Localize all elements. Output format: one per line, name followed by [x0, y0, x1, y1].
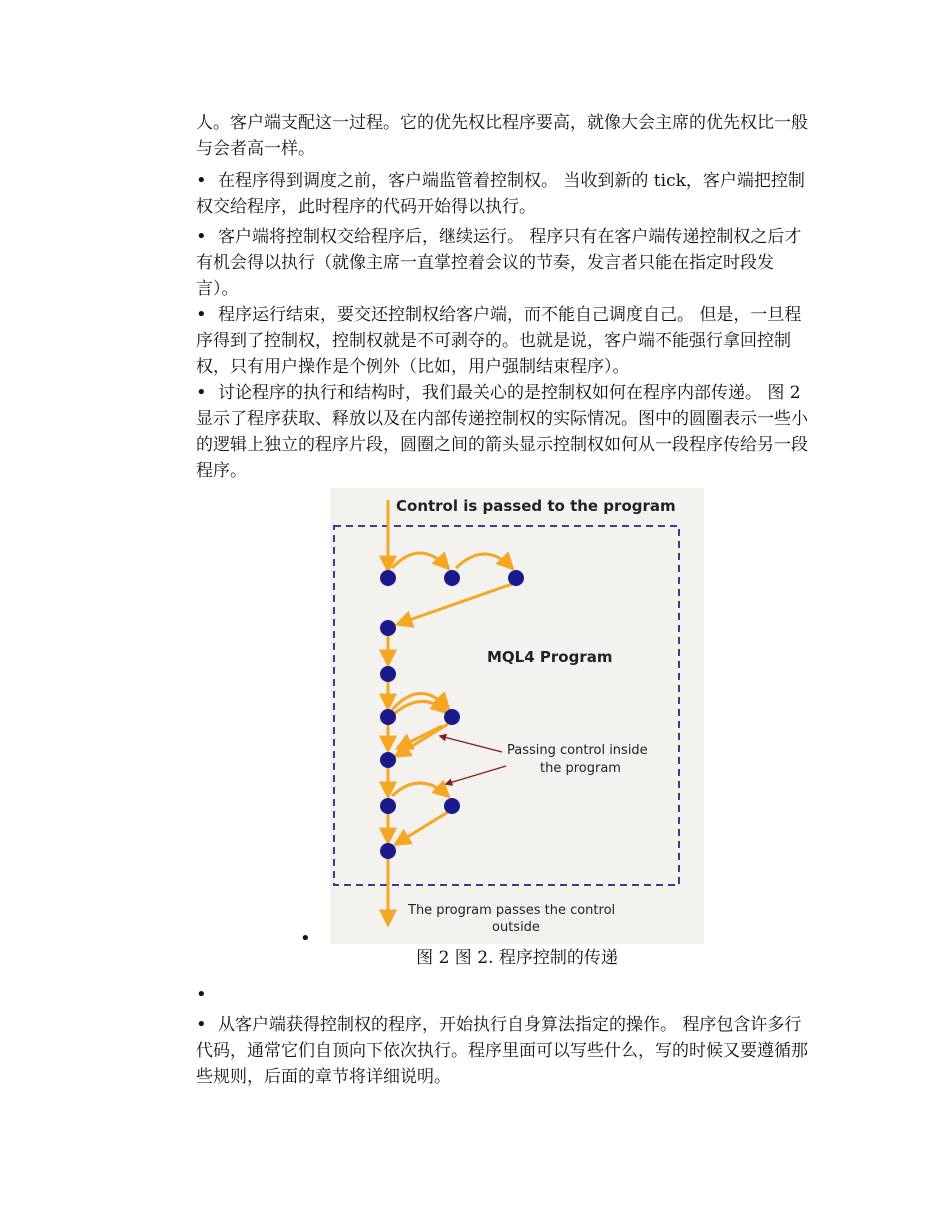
- node-circle: [380, 709, 396, 725]
- bullet-paragraph-1: [196, 168, 816, 220]
- bullet-paragraph-2: [196, 224, 816, 302]
- bullet-marker-empty: •: [196, 984, 207, 1005]
- annotation-line-2: the program: [540, 761, 621, 776]
- bullet-marker: •: [196, 304, 207, 325]
- program-label: MQL4 Program: [487, 648, 613, 666]
- bullet-marker-figure: •: [300, 928, 311, 949]
- annotation-line-1: Passing control inside: [507, 743, 648, 758]
- bottom-label-line-2: outside: [492, 920, 540, 935]
- node-circle: [380, 843, 396, 859]
- paragraph-text: 讨论程序的执行和结构时，我们最关心的是控制权如何在程序内部传递。 图 2 显示了程序获取、释放以及在内部传递控制权的实际情况。图中的圆圈表示一些小的逻辑上独立的程序片段，圆圈之间的箭头显示控制权如何从一段程序传给另一段程序。: [196, 383, 808, 481]
- bullet-paragraph-4: [196, 380, 816, 484]
- node-circle: [380, 570, 396, 586]
- bottom-label-line-1: The program passes the control: [408, 903, 616, 918]
- paragraph-intro: 人。客户端支配这一过程。它的优先权比程序要高，就像大会主席的优先权比一般与会者高一样。: [196, 113, 808, 159]
- node-circle: [380, 620, 396, 636]
- paragraph-text: 程序运行结束，要交还控制权给客户端，而不能自己调度自己。 但是，一旦程序得到了控制权，控制权就是不可剥夺的。也就是说，客户端不能强行拿回控制权，只有用户操作是个例外（比如，用户强制结束程序）。: [196, 305, 802, 377]
- bullet-marker: •: [196, 226, 207, 247]
- node-circle: [508, 570, 524, 586]
- bullet-marker: •: [196, 382, 207, 403]
- paragraph-text: 客户端将控制权交给程序后，继续运行。 程序只有在客户端传递控制权之后才有机会得以执行（就像主席一直掌控着会议的节奏，发言者只能在指定时段发言）。: [196, 227, 802, 299]
- paragraph-text: 从客户端获得控制权的程序，开始执行自身算法指定的操作。 程序包含许多行代码，通常它们自顶向下依次执行。程序里面可以写些什么，写的时候又要遵循那些规则，后面的章节将详细说明。: [196, 1015, 808, 1087]
- bullet-paragraph-5: [196, 1012, 816, 1090]
- node-circle: [444, 709, 460, 725]
- paragraph-text: 在程序得到调度之前，客户端监管着控制权。 当收到新的 tick，客户端把控制权交给程序，此时程序的代码开始得以执行。: [196, 171, 805, 217]
- control-flow-figure: [330, 488, 704, 944]
- top-label: Control is passed to the program: [396, 497, 676, 515]
- figure-caption: 图 2 图 2. 程序控制的传递: [416, 948, 618, 968]
- bullet-marker: •: [196, 1014, 207, 1035]
- bullet-marker: •: [196, 170, 207, 191]
- node-circle: [380, 752, 396, 768]
- node-circle: [444, 570, 460, 586]
- bullet-paragraph-3: [196, 302, 816, 380]
- node-circle: [380, 666, 396, 682]
- node-circle: [444, 798, 460, 814]
- node-circle: [380, 798, 396, 814]
